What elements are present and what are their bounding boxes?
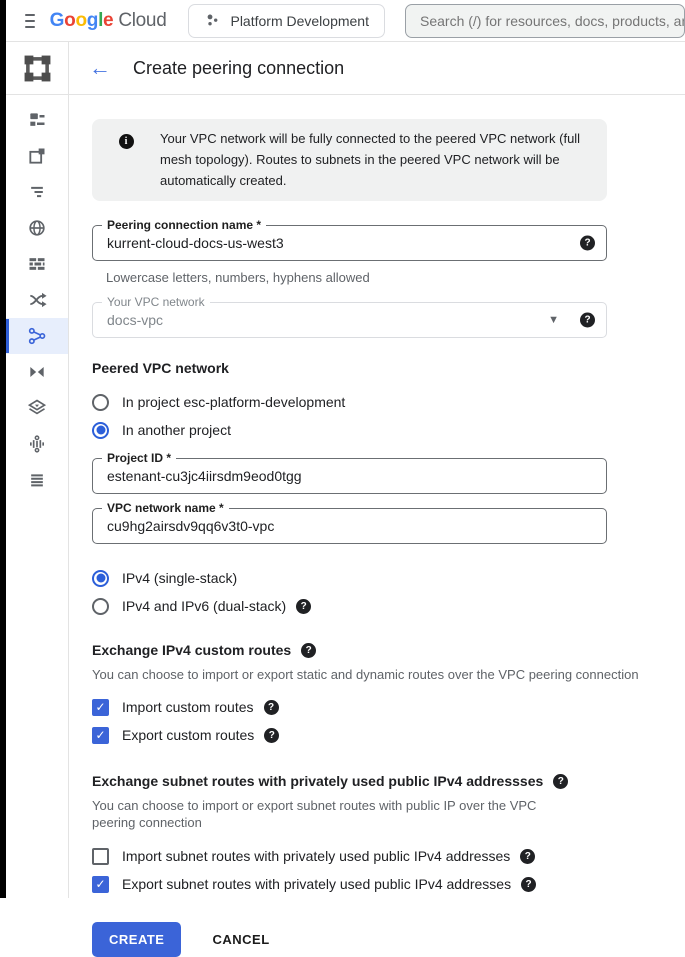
info-banner-text: Your VPC network will be fully connected to the peered VPC network (full mesh topology). Routes to subnets in the peered VPC network will be automatically created. [160, 131, 581, 188]
back-arrow-icon[interactable]: ← [89, 55, 111, 80]
sidebar-item-serverless-vpc-access[interactable] [6, 390, 68, 426]
header-main [69, 42, 344, 94]
routes-icon [27, 290, 47, 310]
radio-label: In project esc-platform-development [122, 394, 346, 410]
custom-routes-description: You can choose to import or export static and dynamic routes over the VPC peering connection [92, 667, 639, 682]
search-input[interactable] [406, 13, 684, 29]
external-ip-addresses-icon [27, 146, 47, 166]
product-icon-cell [6, 42, 69, 94]
radio-row-ipv4-single[interactable] [92, 566, 685, 590]
project-id-field[interactable] [92, 451, 607, 494]
help-icon[interactable] [296, 599, 311, 614]
vpc-network-name-label: VPC network name * [102, 502, 229, 514]
project-selector-button[interactable] [188, 4, 385, 38]
checkbox-label: Export subnet routes with privately used public IPv4 addresses [122, 876, 512, 892]
help-icon[interactable] [553, 774, 568, 789]
page-title: Create peering connection [133, 57, 345, 78]
sidebar-item-external-ip-addresses[interactable] [6, 138, 68, 174]
create-peering-form [69, 95, 685, 947]
project-icon [204, 12, 221, 29]
help-icon[interactable] [264, 728, 279, 743]
vpc-network-name-input[interactable] [93, 509, 556, 543]
checkbox-unchecked[interactable] [92, 848, 109, 865]
radio-row-ipv4-ipv6-dual[interactable] [92, 594, 685, 618]
checkbox-label: Export custom routes [122, 727, 255, 743]
top-bar [6, 0, 685, 42]
radio-label: IPv4 (single-stack) [122, 570, 238, 586]
custom-routes-heading: Exchange IPv4 custom routes [92, 642, 292, 658]
peering-connection-name-field[interactable] [92, 218, 607, 261]
logo-letter: G [49, 9, 65, 31]
project-name: Platform Development [230, 12, 369, 29]
custom-routes-heading-row [92, 642, 685, 658]
peering-connection-name-label: Peering connection name * [102, 219, 266, 231]
radio-button[interactable] [92, 598, 109, 615]
sidebar-item-shared-vpc[interactable] [6, 354, 68, 390]
peering-connection-name-input[interactable] [93, 226, 556, 260]
window-edge-strip [0, 0, 6, 898]
sidebar-item-network-list[interactable] [6, 462, 68, 498]
checkbox-checked[interactable] [92, 727, 109, 744]
sidebar-item-routes[interactable] [6, 282, 68, 318]
your-vpc-network-value: docs-vpc [107, 312, 164, 328]
bring-your-own-ip-icon [27, 182, 47, 202]
help-icon[interactable] [580, 313, 595, 328]
subnet-routes-heading: Exchange subnet routes with privately used public IPv4 addressses [92, 773, 544, 789]
help-icon[interactable] [301, 643, 316, 658]
radio-button-selected[interactable] [92, 570, 109, 587]
subnet-routes-description: You can choose to import or export subnet routes with public IP over the VPC peering connection [92, 798, 537, 830]
vpc-network-name-field[interactable] [92, 501, 607, 544]
search-bar[interactable] [405, 4, 685, 38]
logo-letter: e [103, 9, 114, 31]
checkbox-checked[interactable] [92, 699, 109, 716]
ip-addresses-icon [27, 218, 47, 238]
vpc-networks-icon [27, 110, 47, 130]
help-icon[interactable] [264, 700, 279, 715]
sidebar-item-vpc-networks[interactable] [6, 102, 68, 138]
chevron-down-icon[interactable]: ▼ [548, 314, 559, 326]
network-list-icon [27, 470, 47, 490]
peering-name-helper-text: Lowercase letters, numbers, hyphens allowed [106, 270, 370, 285]
radio-button-selected[interactable] [92, 422, 109, 439]
logo-letter: o [75, 9, 87, 31]
shared-vpc-icon [27, 362, 47, 382]
logo-letter: l [98, 9, 104, 31]
page-header [6, 42, 685, 95]
sidebar-item-packet-mirroring[interactable] [6, 426, 68, 462]
checkbox-label: Import custom routes [122, 699, 254, 715]
help-icon[interactable] [580, 236, 595, 251]
checkbox-row-export-subnet-routes[interactable] [92, 872, 685, 896]
radio-row-same-project[interactable] [92, 390, 685, 414]
vpc-network-product-icon [21, 52, 54, 85]
serverless-vpc-access-icon [27, 398, 47, 418]
checkbox-row-import-subnet-routes[interactable] [92, 844, 685, 868]
your-vpc-network-label: Your VPC network [102, 296, 210, 308]
help-icon[interactable] [520, 849, 535, 864]
google-cloud-logo[interactable] [50, 10, 167, 32]
cancel-button[interactable]: CANCEL [212, 932, 270, 947]
sidebar-item-vpc-network-peering[interactable] [6, 318, 68, 354]
radio-label: IPv4 and IPv6 (dual-stack) [122, 598, 287, 614]
radio-label: In another project [122, 422, 231, 438]
logo-cloud-text: Cloud [118, 9, 167, 31]
google-cloud-console [6, 0, 685, 947]
vpc-network-peering-icon [27, 326, 47, 346]
info-icon: i [119, 134, 134, 149]
create-button[interactable]: CREATE [92, 922, 181, 957]
help-icon[interactable] [521, 877, 536, 892]
radio-button[interactable] [92, 394, 109, 411]
your-vpc-network-select[interactable] [92, 295, 607, 338]
sidebar-item-ip-addresses[interactable] [6, 210, 68, 246]
logo-letter: g [86, 9, 99, 31]
sidebar-item-firewall[interactable] [6, 246, 68, 282]
firewall-icon [27, 254, 47, 274]
form-actions [92, 922, 685, 957]
logo-letter: o [64, 9, 76, 31]
checkbox-row-import-custom-routes[interactable] [92, 695, 685, 719]
checkbox-label: Import subnet routes with privately used public IPv4 addresses [122, 848, 511, 864]
checkbox-row-export-custom-routes[interactable] [92, 723, 685, 747]
checkbox-checked[interactable] [92, 876, 109, 893]
packet-mirroring-icon [27, 434, 47, 454]
peered-vpc-network-heading: Peered VPC network [92, 360, 229, 376]
project-id-input[interactable] [93, 459, 556, 493]
info-banner [92, 119, 607, 201]
hamburger-menu-icon[interactable] [25, 14, 35, 28]
sidebar-item-bring-your-own-ip[interactable] [6, 174, 68, 210]
radio-row-another-project[interactable] [92, 418, 685, 442]
subnet-routes-heading-row [92, 773, 685, 789]
project-id-label: Project ID * [102, 452, 176, 464]
vpc-network-sidebar [6, 95, 69, 898]
